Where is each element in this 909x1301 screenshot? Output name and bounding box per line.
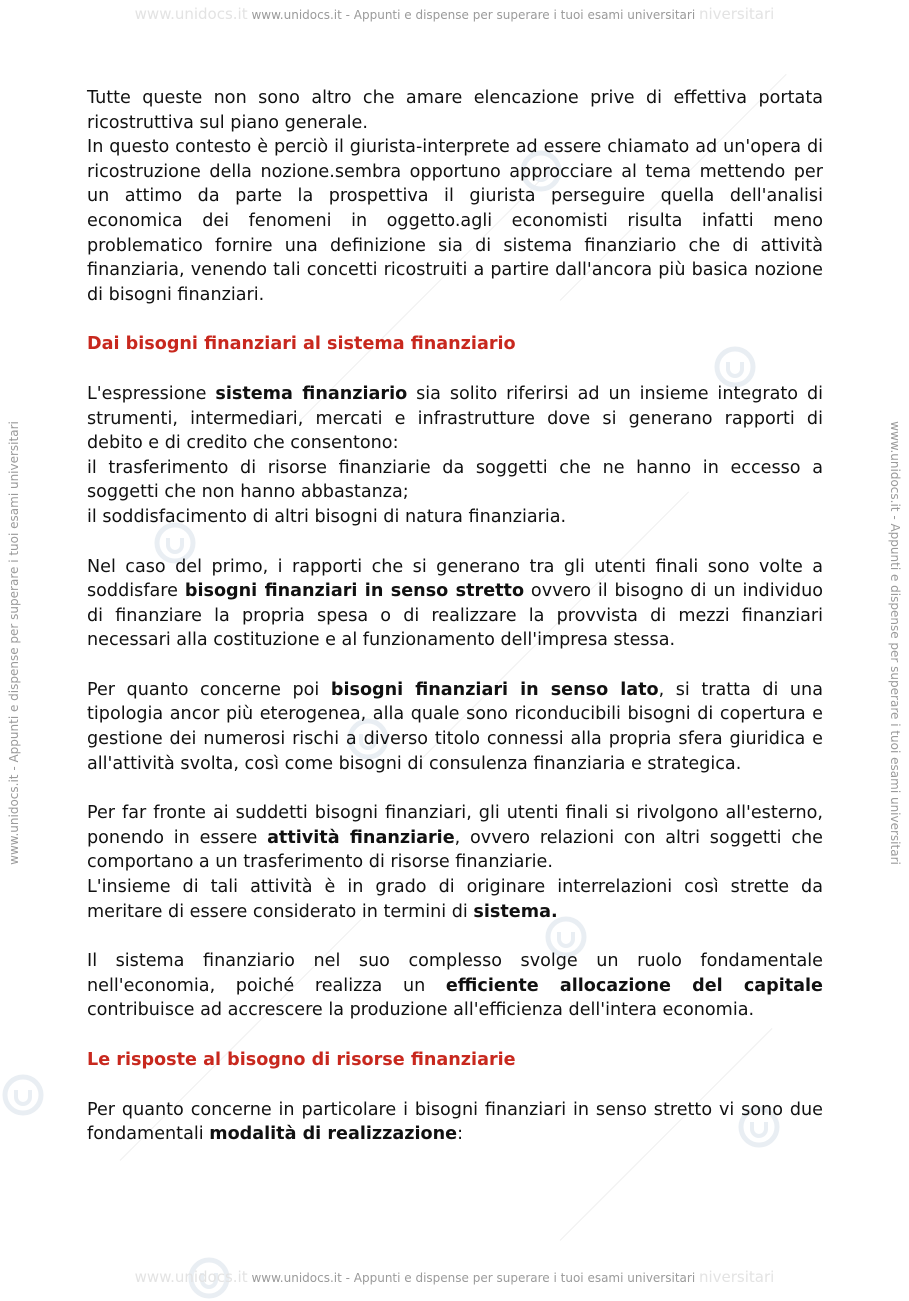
text-run: contribuisce ad accrescere la produzione all'efficienza dell'intera economia. <box>87 1000 755 1021</box>
watermark-right-vertical: www.unidocs.it - Appunti e dispense per superare i tuoi esami universitari <box>888 421 902 865</box>
bold-term: sistema. <box>473 901 558 922</box>
text-run: L'insieme di tali attività è in grado di originare interrelazioni così strette da meritare di essere considerato in termini di <box>87 877 823 922</box>
text-run: sia solito riferirsi ad un insieme integrato di strumenti, intermediari, mercati e infrastrutture dove si generano rapporti di debito e di credito che consentono: <box>87 383 823 454</box>
spacer <box>87 924 823 949</box>
paragraph <box>87 678 823 776</box>
watermark-footer <box>0 1268 909 1286</box>
watermark-ghost-right: niversitari <box>698 1268 775 1286</box>
paragraph <box>87 801 823 875</box>
watermark-header-text: www.unidocs.it - Appunti e dispense per superare i tuoi esami universitari <box>251 8 696 22</box>
spacer <box>87 776 823 801</box>
paragraph <box>87 555 823 653</box>
section-heading: Dai bisogni finanziari al sistema finanziario <box>87 334 516 355</box>
paragraph: Tutte queste non sono altro che amare elencazione prive di effettiva portata ricostruttiva sul piano generale. <box>87 88 823 133</box>
paragraph <box>87 382 823 456</box>
watermark-header <box>0 5 909 23</box>
paragraph <box>87 949 823 1023</box>
watermark-ghost-left: www.unidocs.it <box>134 1268 248 1286</box>
list-item: il trasferimento di risorse finanziarie da soggetti che ne hanno in eccesso a soggetti che non hanno abbastanza; <box>87 457 823 503</box>
text-run: , ovvero relazioni con altri soggetti che comportano a un trasferimento di risorse finanziarie. <box>87 827 823 873</box>
text-run: Nel caso del primo, i rapporti che si generano tra gli utenti finali sono volte a soddisfare <box>87 556 823 602</box>
text-run: Per far fronte ai suddetti bisogni finanziari, gli utenti finali si rivolgono all'esterno, ponendo in essere <box>87 803 823 848</box>
list-item: il soddisfacimento di altri bisogni di natura finanziaria. <box>87 506 567 527</box>
paragraph <box>87 1098 823 1147</box>
watermark-left-vertical: www.unidocs.it - Appunti e dispense per superare i tuoi esami universitari <box>7 421 21 865</box>
bold-term: sistema finanziario <box>215 383 408 404</box>
spacer <box>87 653 823 678</box>
text-run: Per quanto concerne poi <box>87 679 331 700</box>
text-run: Per quanto concerne in particolare i bisogni finanziari in senso stretto vi sono due fondamentali <box>87 1099 823 1145</box>
watermark-footer-text: www.unidocs.it - Appunti e dispense per superare i tuoi esami universitari <box>251 1271 696 1285</box>
unidocs-logo-icon <box>0 1072 46 1118</box>
paragraph: In questo contesto è perciò il giurista-interprete ad essere chiamato ad un'opera di ricostruzione della nozione.sembra opportuno approcciare al tema mettendo per un attimo da parte la prospettiva il giurista perseguire quella dell'analisi economica dei fenomeni in oggetto.agli economisti risulta infatti meno problematico fornire una definizione sia di sistema finanziario che di attività finanziaria, venendo tali concetti ricostruiti a partire dall'ancora più basica nozione di bisogni finanziari. <box>87 137 823 305</box>
paragraph <box>87 875 823 924</box>
watermark-ghost-left: www.unidocs.it <box>134 5 248 23</box>
spacer <box>87 307 823 332</box>
spacer <box>87 1073 823 1098</box>
text-run: : <box>457 1124 463 1145</box>
section-heading: Le risposte al bisogno di risorse finanziarie <box>87 1050 516 1070</box>
text-run: , si tratta di una tipologia ancor più eterogenea, alla quale sono riconducibili bisogni di copertura e gestione dei numerosi rischi a diverso titolo connessi alla propria sfera giuridica e all'attività svolta, così come bisogni di consulenza finanziaria e strategica. <box>87 679 823 774</box>
spacer <box>87 530 823 555</box>
text-run: ovvero il bisogno di un individuo di finanziare la propria spesa o di realizzare la provvista di mezzi finanziari necessari alla costituzione e al funzionamento dell'impresa stessa. <box>87 581 824 651</box>
spacer <box>87 357 823 382</box>
text-run: Il sistema finanziario nel suo complesso svolge un ruolo fondamentale nell'economia, poiché realizza un <box>87 951 823 996</box>
watermark-ghost-right: niversitari <box>698 5 775 23</box>
bold-term: bisogni finanziari in senso stretto <box>184 581 525 602</box>
bold-term: modalità di realizzazione <box>209 1124 458 1145</box>
spacer <box>87 1023 823 1048</box>
bold-term: attività finanziarie <box>267 827 455 848</box>
text-run: L'espressione <box>87 383 216 404</box>
bold-term: bisogni finanziari in senso lato <box>330 679 659 700</box>
bold-term: efficiente allocazione del capitale <box>445 975 823 996</box>
document-body <box>87 86 823 1147</box>
